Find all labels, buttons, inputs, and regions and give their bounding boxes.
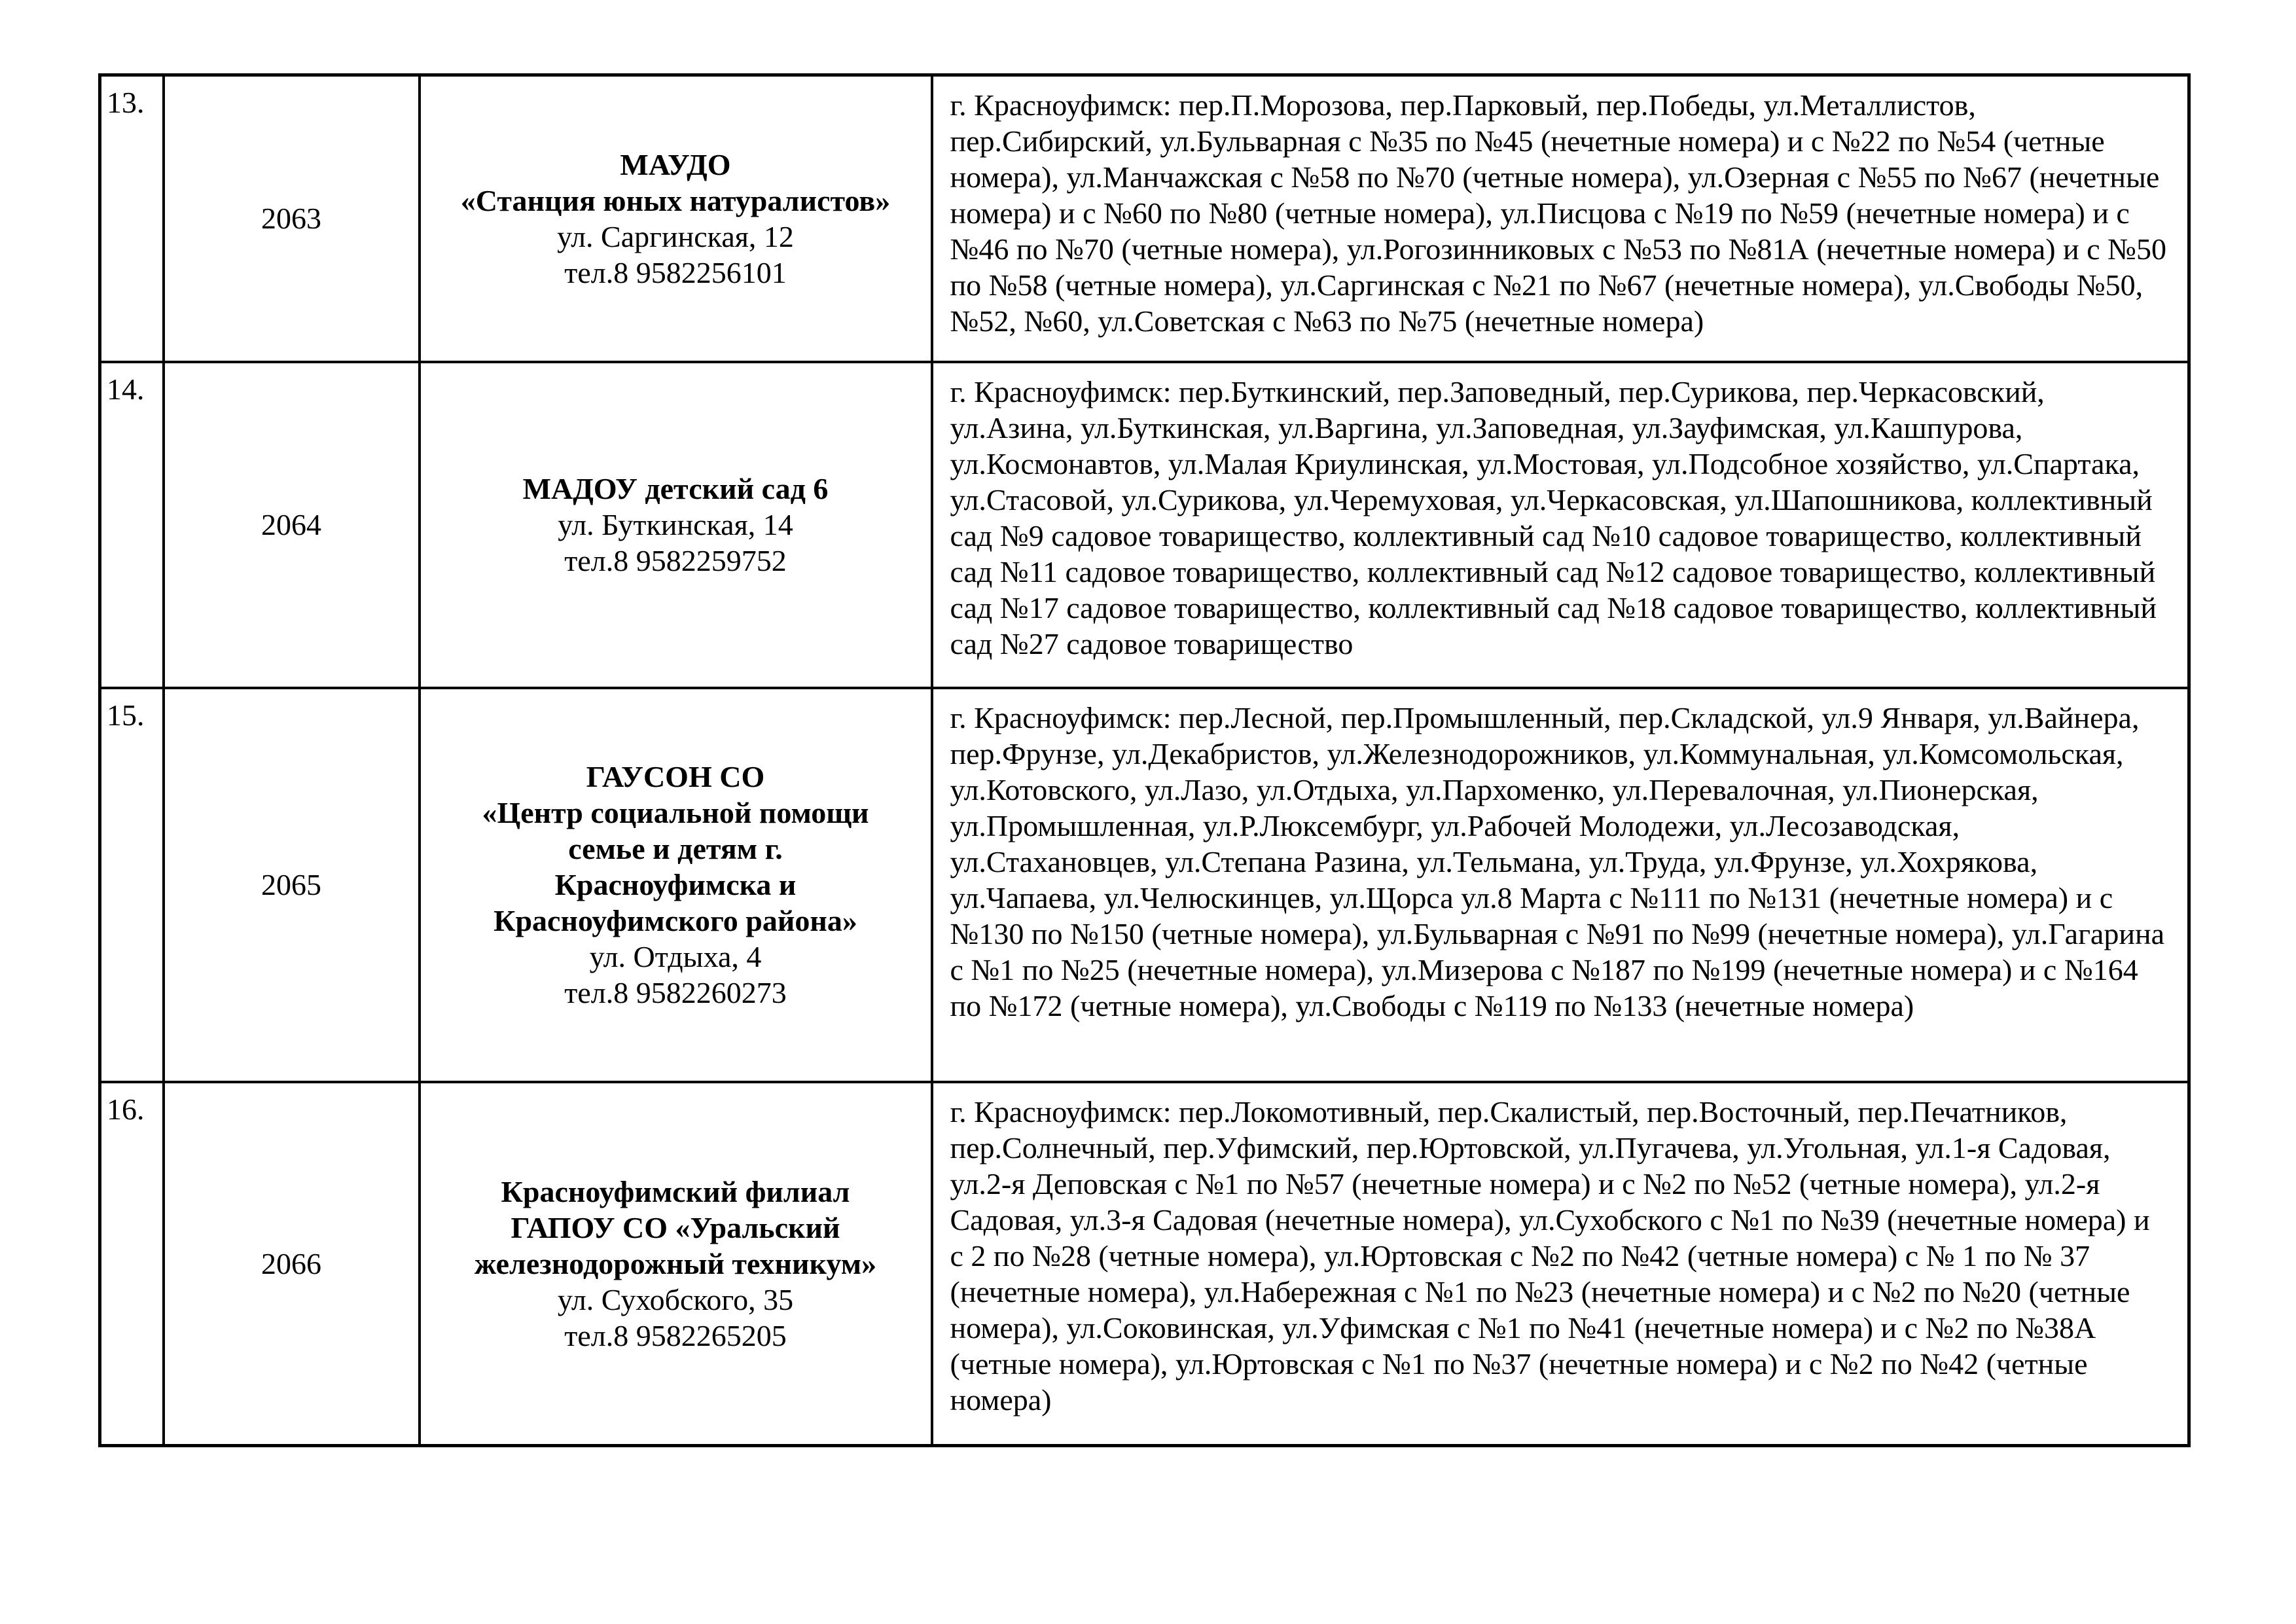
organization-name-line: МАУДО [620, 147, 731, 181]
organization-name-line: Красноуфимска и [554, 868, 797, 901]
precinct-code: 2063 [164, 75, 420, 362]
row-number: 14. [100, 362, 164, 688]
organization-cell [420, 688, 932, 1082]
streets-description: г. Красноуфимск: пер.Локомотивный, пер.Скалистый, пер.Восточный, пер.Печатников, пер.Солнечный, пер.Уфимский, пер.Юртовской, ул.Пугачева, ул.Угольная, ул.1-я Садовая, ул.2-я Деповская с №1 по №57 (нечетные номера) и с №2 по №52 (четные номера), ул.2-я Садовая, ул.3-я Садовая (нечетные номера), ул.Сухобского с №1 по №39 (нечетные номера) и с 2 по №28 (четные номера), ул.Юртовская с №2 по №42 (четные номера) с № 1 по № 37 (нечетные номера), ул.Набережная с №1 по №23 (нечетные номера) и с №2 по №20 (четные номера), ул.Соковинская, ул.Уфимская с №1 по №41 (нечетные номера) и с №2 по №38А (четные номера), ул.Юртовская с №1 по №37 (нечетные номера) и с №2 по №42 (четные номера) [932, 1082, 2189, 1446]
organization-phone: тел.8 9582260273 [564, 976, 787, 1009]
row-number: 13. [100, 75, 164, 362]
organization-address: ул. Саргинская, 12 [557, 219, 794, 253]
organization-phone: тел.8 9582265205 [564, 1318, 787, 1352]
organization-address: ул. Буткинская, 14 [558, 508, 793, 541]
organization-cell [420, 1082, 932, 1446]
streets-description: г. Красноуфимск: пер.Буткинский, пер.Заповедный, пер.Сурикова, пер.Черкасовский, ул.Азина, ул.Буткинская, ул.Варгина, ул.Заповедная, ул.Зауфимская, ул.Кашпурова, ул.Космонавтов, ул.Малая Криулинская, ул.Мостовая, ул.Подсобное хозяйство, ул.Спартака, ул.Стасовой, ул.Сурикова, ул.Черемуховая, ул.Черкасовская, ул.Шапошникова, коллективный сад №9 садовое товарищество, коллективный сад №10 садовое товарищество, коллективный сад №11 садовое товарищество, коллективный сад №12 садовое товарищество, коллективный сад №17 садовое товарищество, коллективный сад №18 садовое товарищество, коллективный сад №27 садовое товарищество [932, 362, 2189, 688]
table-row [100, 1082, 2189, 1446]
precincts-table [98, 73, 2191, 1447]
table-row [100, 362, 2189, 688]
row-number: 15. [100, 688, 164, 1082]
organization-phone: тел.8 9582259752 [564, 544, 787, 577]
precinct-code: 2066 [164, 1082, 420, 1446]
precinct-code: 2064 [164, 362, 420, 688]
organization-name-line: железнодорожный техникум» [474, 1246, 877, 1280]
streets-description: г. Красноуфимск: пер.П.Морозова, пер.Парковый, пер.Победы, ул.Металлистов, пер.Сибирский, ул.Бульварная с №35 по №45 (нечетные номера) и с №22 по №54 (четные номера), ул.Манчажская с №58 по №70 (четные номера), ул.Озерная с №55 по №67 (нечетные номера) и с №60 по №80 (четные номера), ул.Писцова с №19 по №59 (нечетные номера) и с №46 по №70 (четные номера), ул.Рогозинниковых с №53 по №81А (нечетные номера) и с №50 по №58 (четные номера), ул.Саргинская с №21 по №67 (нечетные номера), ул.Свободы №50, №52, №60, ул.Советская с №63 по №75 (нечетные номера) [932, 75, 2189, 362]
organization-name-line: ГАПОУ СО «Уральский [511, 1210, 840, 1244]
organization-phone: тел.8 9582256101 [564, 255, 787, 289]
organization-address: ул. Сухобского, 35 [557, 1282, 794, 1316]
organization-name-line: Красноуфимский филиал [501, 1174, 850, 1208]
organization-name-line: «Центр социальной помощи [482, 796, 869, 829]
streets-description: г. Красноуфимск: пер.Лесной, пер.Промышленный, пер.Складской, ул.9 Января, ул.Вайнера, пер.Фрунзе, ул.Декабристов, ул.Железнодорожников, ул.Коммунальная, ул.Комсомольская, ул.Котовского, ул.Лазо, ул.Отдыха, ул.Пархоменко, ул.Перевалочная, ул.Пионерская, ул.Промышленная, ул.Р.Люксембург, ул.Рабочей Молодежи, ул.Лесозаводская, ул.Стахановцев, ул.Степана Разина, ул.Тельмана, ул.Труда, ул.Фрунзе, ул.Хохрякова, ул.Чапаева, ул.Челюскинцев, ул.Щорса ул.8 Марта с №111 по №131 (нечетные номера) и с №130 по №150 (четные номера), ул.Бульварная с №91 по №99 (нечетные номера), ул.Гагарина с №1 по №25 (нечетные номера), ул.Мизерова с №187 по №199 (нечетные номера) и с №164 по №172 (четные номера), ул.Свободы с №119 по №133 (нечетные номера) [932, 688, 2189, 1082]
organization-cell [420, 362, 932, 688]
organization-address: ул. Отдыха, 4 [589, 940, 762, 973]
table-body [100, 75, 2189, 1446]
table-row [100, 75, 2189, 362]
organization-name-line: ГАУСОН СО [586, 760, 765, 793]
table-row [100, 688, 2189, 1082]
precinct-code: 2065 [164, 688, 420, 1082]
organization-name-line: семье и детям г. [568, 832, 783, 865]
organization-name-line: Красноуфимского района» [493, 904, 857, 937]
organization-name-line: «Станция юных натуралистов» [460, 183, 891, 217]
row-number: 16. [100, 1082, 164, 1446]
organization-name-line: МАДОУ детский сад 6 [522, 472, 829, 505]
organization-cell [420, 75, 932, 362]
